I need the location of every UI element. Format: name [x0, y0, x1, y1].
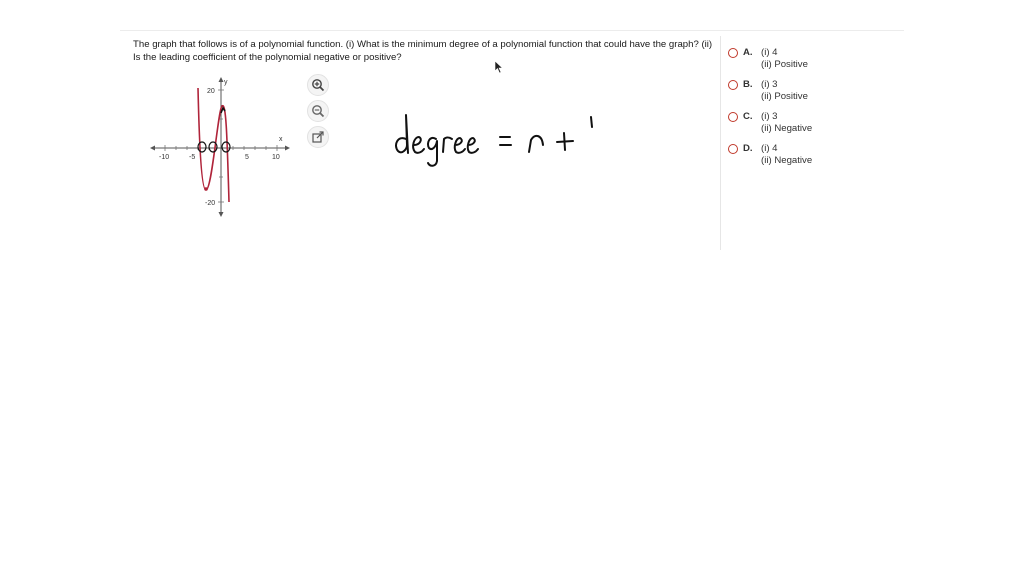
choice-letter: B.	[743, 79, 753, 90]
x-tick-label: -5	[189, 154, 196, 161]
choice-degree: (i) 3	[761, 79, 778, 90]
choice-degree: (i) 4	[761, 47, 778, 58]
mouse-cursor-icon	[494, 60, 504, 74]
x-tick-label: -10	[159, 154, 170, 161]
radio-button[interactable]	[728, 80, 738, 90]
y-axis-arrow-bottom	[219, 212, 224, 217]
curve-endpoint-local-min	[204, 187, 208, 191]
handwritten-annotation	[390, 105, 610, 175]
x-axis-arrow-left	[150, 146, 155, 151]
y-tick-label-bottom: -20	[205, 200, 216, 207]
choice-degree: (i) 3	[761, 111, 778, 122]
zoom-in-icon	[311, 78, 325, 92]
x-axis-label: x	[279, 136, 283, 143]
radio-button[interactable]	[728, 48, 738, 58]
popout-button[interactable]	[307, 126, 329, 148]
vertical-divider	[720, 36, 721, 250]
zoom-out-icon	[311, 104, 325, 118]
choice-sign: (ii) Positive	[761, 91, 808, 102]
y-tick-label-top: 20	[207, 88, 215, 95]
top-divider	[120, 30, 904, 31]
choice-degree: (i) 4	[761, 143, 778, 154]
y-axis-arrow-top	[219, 77, 224, 82]
zero-marker-circle	[222, 142, 230, 152]
choice-letter: A.	[743, 47, 753, 58]
polynomial-curve	[198, 88, 229, 202]
zoom-out-button[interactable]	[307, 100, 329, 122]
choice-sign: (ii) Negative	[761, 123, 813, 134]
choice-sign: (ii) Negative	[761, 155, 813, 166]
radio-button[interactable]	[728, 112, 738, 122]
x-tick-label: 10	[272, 154, 280, 161]
popout-icon	[311, 130, 325, 144]
x-tick-label: 5	[245, 154, 249, 161]
radio-button[interactable]	[728, 144, 738, 154]
choice-sign: (ii) Positive	[761, 59, 808, 70]
choice-letter: D.	[743, 143, 753, 154]
polynomial-graph	[145, 72, 295, 222]
x-axis-arrow-right	[285, 146, 290, 151]
zoom-in-button[interactable]	[307, 74, 329, 96]
zero-marker-circle	[198, 142, 206, 152]
choice-letter: C.	[743, 111, 753, 122]
y-axis-label: y	[224, 79, 228, 86]
question-text: The graph that follows is of a polynomial function. (i) What is the minimum degree of a polynomial function that could have the graph? (ii) Is the leading coefficient of the polynomial negative or positive?	[133, 39, 713, 63]
